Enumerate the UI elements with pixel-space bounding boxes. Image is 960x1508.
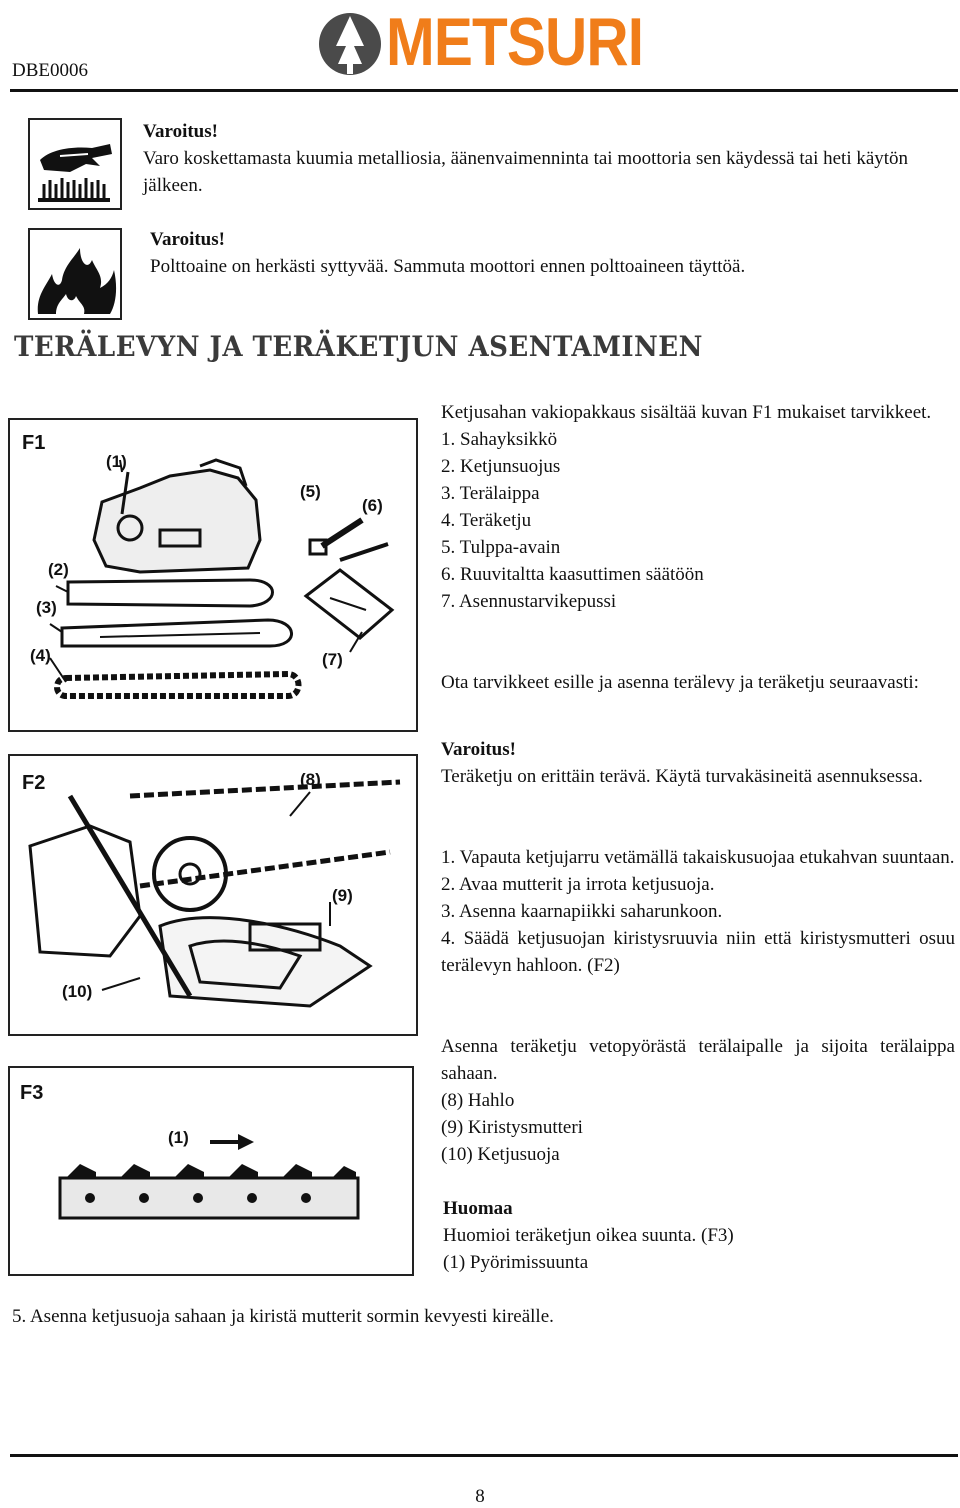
warning-title: Varoitus! xyxy=(441,739,516,760)
warning-text: Varo koskettamasta kuumia metalliosia, äänenvaimenninta tai moottoria sen käydessä tai heti käytön jälkeen. xyxy=(143,148,909,196)
warning-text: Polttoaine on herkästi syttyvää. Sammuta moottori ennen polttoaineen täyttöä. xyxy=(150,256,746,277)
part-item: 7. Asennustarvikepussi xyxy=(441,591,617,612)
part-item: 5. Tulppa-avain xyxy=(441,537,561,558)
part-item: 2. Ketjunsuojus xyxy=(441,456,561,477)
warning-title: Varoitus! xyxy=(150,229,225,250)
step-item: 3. Asenna kaarnapiikki saharunkoon. xyxy=(441,901,723,922)
part-item: 3. Terälaippa xyxy=(441,483,540,504)
steps-section xyxy=(441,844,955,979)
figure-f2 xyxy=(8,754,418,1036)
step-5: 5. Asenna ketjusuoja sahaan ja kiristä mutterit sormin kevyesti kireälle. xyxy=(12,1306,554,1327)
chainsaw-kit-illustration xyxy=(10,420,416,730)
step-item: 4. Säädä ketjusuojan kiristysruuvia niin että kiristysmutteri osuu terälevyn hahloon. (F2) xyxy=(441,928,955,976)
figure-callout: (7) xyxy=(322,650,343,669)
chain-direction-illustration xyxy=(10,1068,412,1274)
brand-wordmark: METSURI xyxy=(386,4,644,80)
note-title: Huomaa xyxy=(443,1198,513,1219)
figure-f1 xyxy=(8,418,418,732)
note-section xyxy=(443,1195,957,1276)
install-section xyxy=(441,1033,955,1168)
intro-section xyxy=(441,399,955,615)
figure-callout: (2) xyxy=(48,560,69,579)
note-text: Huomioi teräketjun oikea suunta. (F3) xyxy=(443,1225,734,1246)
warning-fuel xyxy=(150,226,950,280)
step-item: 1. Vapauta ketjujarru vetämällä takaiskusuojaa etukahvan suuntaan. xyxy=(441,847,955,868)
step-item: 2. Avaa mutterit ja irrota ketjusuoja. xyxy=(441,874,715,895)
figure-label: F3 xyxy=(20,1082,44,1104)
f2-part-item: (9) Kiristysmutteri xyxy=(441,1117,583,1138)
arrow-right-icon xyxy=(210,1134,254,1150)
chain-warning xyxy=(441,736,955,790)
flame-icon xyxy=(28,228,122,320)
figure-callout: (10) xyxy=(62,982,93,1001)
logo-emblem-icon xyxy=(316,2,386,86)
install-text: Asenna teräketju vetopyörästä terälaipalle ja sijoita terälaippa sahaan. xyxy=(441,1036,955,1084)
figure-label: F2 xyxy=(22,772,46,794)
warning-hot-surface xyxy=(143,118,958,199)
footer-rule xyxy=(10,1454,958,1457)
note-item: (1) Pyörimissuunta xyxy=(443,1252,589,1273)
warning-title: Varoitus! xyxy=(143,121,218,142)
intro-text: Ketjusahan vakiopakkaus sisältää kuvan F1 mukaiset tarvikkeet. xyxy=(441,402,932,423)
chain-cover-illustration xyxy=(10,756,416,1034)
figure-label: F1 xyxy=(22,432,46,454)
figure-f3 xyxy=(8,1066,414,1276)
figure-callout: (5) xyxy=(300,482,321,501)
figure-callout: (1) xyxy=(168,1128,189,1147)
hot-surface-icon xyxy=(28,118,122,210)
section-title: TERÄLEVYN JA TERÄKETJUN ASENTAMINEN xyxy=(14,330,703,363)
metsuri-logo xyxy=(316,2,644,86)
header-rule xyxy=(10,89,958,92)
f2-part-item: (10) Ketjusuoja xyxy=(441,1144,560,1165)
warning-text: Teräketju on erittäin terävä. Käytä turvakäsineitä asennuksessa. xyxy=(441,766,923,787)
figure-callout: (4) xyxy=(30,646,51,665)
figure-callout: (9) xyxy=(332,886,353,905)
part-item: 1. Sahayksikkö xyxy=(441,429,558,450)
part-item: 4. Teräketju xyxy=(441,510,532,531)
figure-callout: (8) xyxy=(300,770,321,789)
figure-callout: (6) xyxy=(362,496,383,515)
page-number: 8 xyxy=(475,1486,485,1507)
f2-part-item: (8) Hahlo xyxy=(441,1090,515,1111)
prepare-section xyxy=(441,669,955,696)
prepare-text: Ota tarvikkeet esille ja asenna terälevy ja teräketju seuraavasti: xyxy=(441,672,919,693)
document-code: DBE0006 xyxy=(12,60,88,81)
part-item: 6. Ruuvitaltta kaasuttimen säätöön xyxy=(441,564,704,585)
figure-callout: (1) xyxy=(106,452,127,471)
figure-callout: (3) xyxy=(36,598,57,617)
